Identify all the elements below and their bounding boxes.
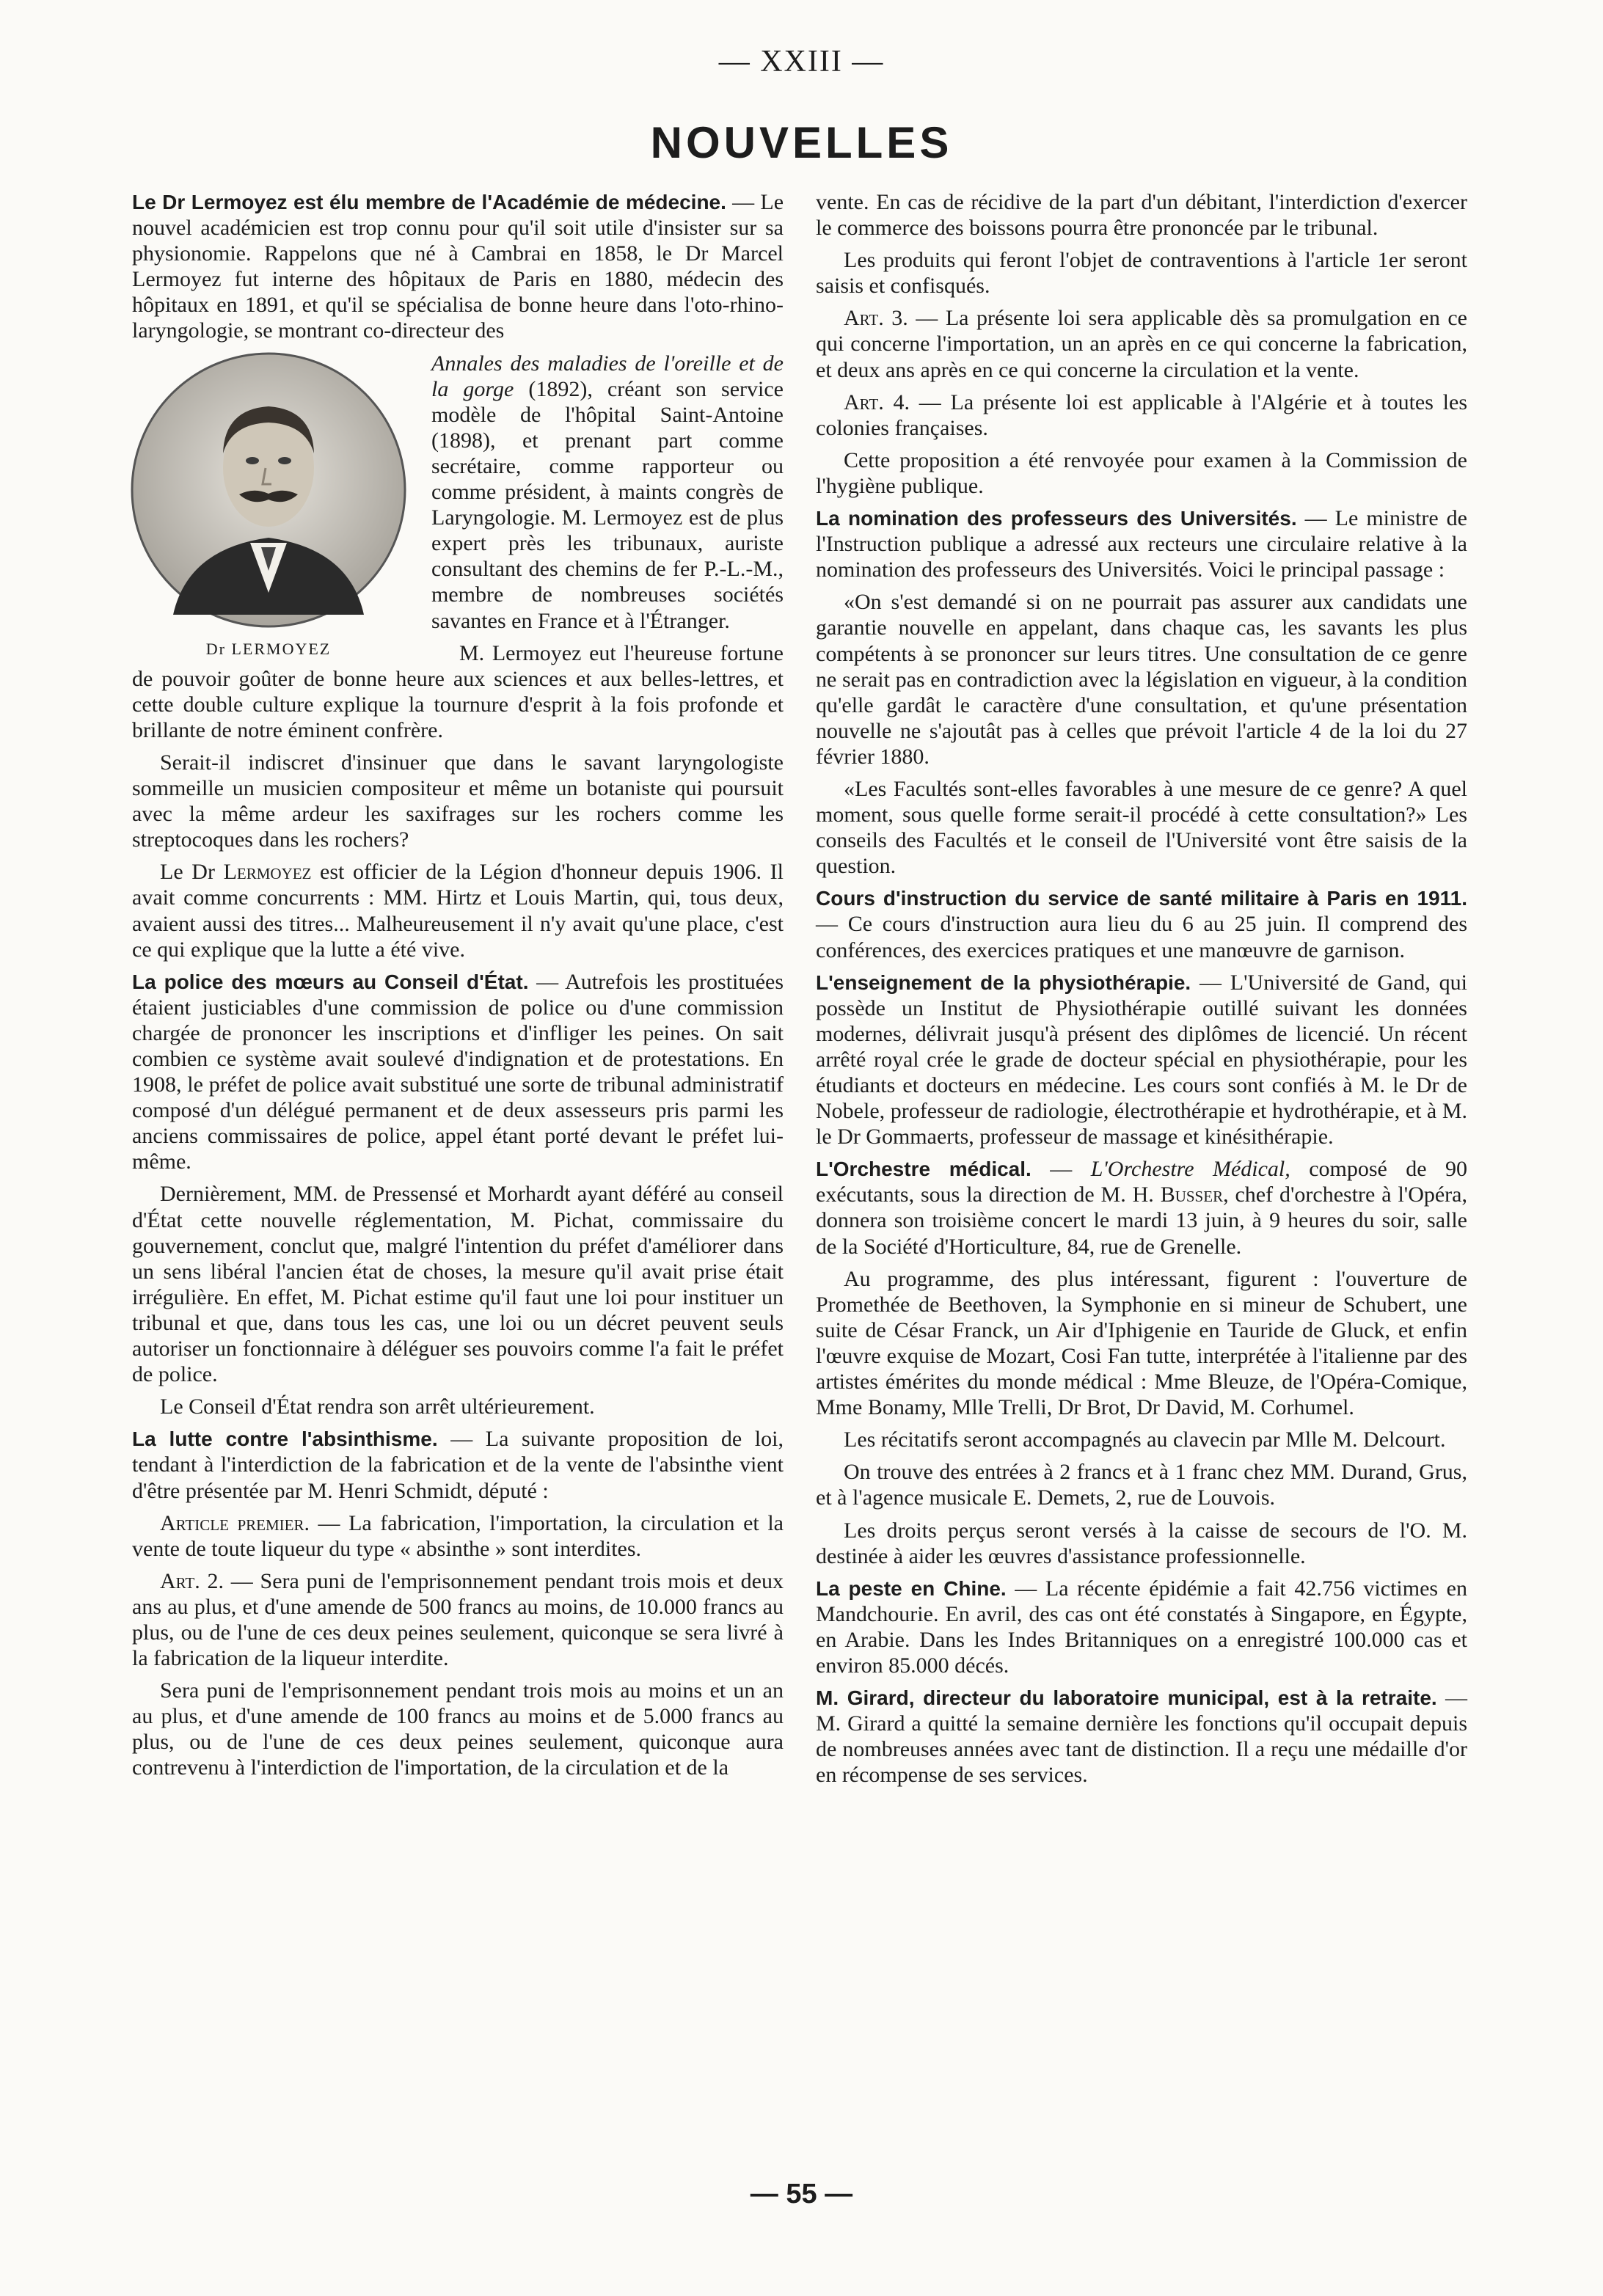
article-paragraph: «Les Facultés sont-elles favorables à une mesure de ce genre? A quel moment, sous quelle forme serait-il procédé à cette consultation?» Les conseils des Facultés et le conseil de l'Université vont être saisis de la question.: [816, 776, 1467, 879]
article-paragraph: Le Conseil d'État rendra son arrêt ultérieurement.: [160, 1394, 595, 1419]
article-paragraph: Le Dr Lermoyez est officier de la Légion d'honneur depuis 1906. Il avait comme concurrents : MM. Hirtz et Louis Martin, qui, tous deux, avaient aussi des titres... Malheureusement il n'y avait qu'une place, c'est ce qui explique que la lutte a été vive.: [132, 860, 784, 962]
article-heading: M. Girard, directeur du laboratoire municipal, est à la retraite.: [816, 1686, 1437, 1710]
article-orchestre: L'Orchestre médical. — L'Orchestre Médical, composé de 90 exécutants, sous la direction de M. H. Busser, chef d'orchestre à l'Opéra, donnera son troisième concert le mardi 13 juin, à 9 heures du soir, salle de la Société d'Horticulture, 84, rue de Grenelle.: [816, 1157, 1468, 1259]
article-peste: La peste en Chine. — La récente épidémie a fait 42.756 victimes en Mandchourie. En avril, des cas ont été constatés à Singapore, en Égypte, en Arabie. Dans les Indes Britanniques on a enregistré 100.000 cas et environ 85.000 décés.: [816, 1576, 1467, 1678]
article-physiotherapie: L'enseignement de la physiothérapie. — L'Université de Gand, qui possède un Institut de Physiothérapie outillé suivant les données modernes, délivrait jusqu'à présent des diplômes de licencié. Un récent arrêté royal crée le grade de docteur spécial en physiothérapie, pour les étudiants et docteurs en médecine. Les cours sont confiés à M. le Dr de Nobele, professeur de radiologie, électrothérapie et hydrothérapie, et à M. le Dr Gommaerts, professeur de massage et kinésithérapie.: [816, 970, 1468, 1149]
article-heading: Le Dr Lermoyez est élu membre de l'Académie de médecine.: [132, 191, 726, 213]
article-heading: La police des mœurs au Conseil d'État.: [132, 970, 529, 993]
portrait-figure: [122, 351, 415, 659]
article-heading: La nomination des professeurs des Universités.: [816, 507, 1297, 530]
article-heading: La peste en Chine.: [816, 1576, 1007, 1600]
article-heading: L'enseignement de la physiothérapie.: [816, 970, 1191, 994]
article-girard: M. Girard, directeur du laboratoire municipal, est à la retraite. — M. Girard a quitté la semaine dernière les fonctions qu'il occupait depuis de nombreuses années avec tant de distinction. Il a reçu une médaille d'or en récompense de ses services.: [816, 1686, 1467, 1788]
left-column: [132, 189, 784, 1788]
article-sante-militaire: Cours d'instruction du service de santé militaire à Paris en 1911. — Ce cours d'instruction aura lieu du 6 au 25 juin. Il comprend des conférences, des exercices pratiques et une manœuvre de garnison.: [816, 887, 1467, 962]
article-absinthisme: La lutte contre l'absinthisme. — La suivante proposition de loi, tendant à l'interdiction de la fabrication et de la vente de l'absinthe vient d'être présentée par M. Henri Schmidt, député :: [132, 1427, 784, 1503]
page-header-roman: — XXIII —: [718, 45, 885, 78]
article-heading: L'Orchestre médical.: [816, 1158, 1031, 1181]
right-column: [816, 189, 1467, 1794]
article-lermoyez-intro: Le Dr Lermoyez est élu membre de l'Académie de médecine. — Le nouvel académicien est trop connu pour qu'il soit utile d'insister sur sa physionomie. Rappelons que né à Cambrai en 1858, le Dr Marcel Lermoyez fut interne des hôpitaux de Paris en 1880, médecin des hôpitaux en 1891, et qu'il se spécialisa de bonne heure dans l'oto-rhino-laryngologie, se montrant co-directeur des: [132, 190, 784, 343]
article-paragraph: Les récitatifs seront accompagnés au clavecin par Mlle M. Delcourt.: [844, 1427, 1446, 1452]
article-paragraph: «On s'est demandé si on ne pourrait pas assurer aux candidats une garantie nouvelle en appelant, dans chaque cas, les savants les plus compétents à se prononcer sur leurs titres. Une consultation de ce genre ne serait pas en contradiction avec la législation en vigueur, à la condition qu'elle gardât le caractère d'une consultation, et qu'une présentation nouvelle ne s'ajoutât pas à celles que prévoit l'article 4 de la loi du 27 février 1880.: [816, 590, 1467, 769]
page-title: NOUVELLES: [650, 118, 953, 167]
portrait-photo: [129, 351, 408, 629]
page-number: — 55 —: [750, 2179, 853, 2209]
article-paragraph: Dernièrement, MM. de Pressensé et Morhardt ayant déféré au conseil d'État cette nouvelle réglementation, M. Pichat, commissaire du gouvernement, conclut que, malgré l'intention du préfet d'améliorer dans un sens libéral l'ancien état de choses, la mesure qu'il avait prise était irrégulière. En effet, M. Pichat estime qu'il faut une loi pour instituer un tribunal et que, dans tous les cas, une loi ou un décret peuvent seuls autoriser un fonctionnaire à déléguer ses pouvoirs comme l'a fait le préfet de police.: [132, 1182, 784, 1387]
article-paragraph: vente. En cas de récidive de la part d'un débitant, l'interdiction d'exercer le commerce des boissons pourra être prononcée par le tribunal.: [816, 190, 1467, 241]
article-professeurs: La nomination des professeurs des Universités. — Le ministre de l'Instruction publique a adressé aux recteurs une circulaire relative à la nomination des professeurs des Universités. Voici le principal passage :: [816, 506, 1467, 582]
article-paragraph: On trouve des entrées à 2 francs et à 1 franc chez MM. Durand, Grus, et à l'agence musicale E. Demets, 2, rue de Louvois.: [816, 1460, 1467, 1510]
article-paragraph: Sera puni de l'emprisonnement pendant trois mois au moins et un an au plus, et d'une amende de 100 francs au moins et de 5.000 francs au plus, ou de l'une de ces deux peines seulement, quiconque aura contrevenu à l'interdiction de l'importation, de la circulation et de la: [132, 1678, 784, 1780]
article-paragraph: Art. 3. — La présente loi sera applicable dès sa promulgation en ce qui concerne l'importation, un an après en ce qui concerne la fabrication, et deux ans après en ce qui concerne la circulation et la vente.: [816, 306, 1467, 382]
article-paragraph: Serait-il indiscret d'insinuer que dans le savant laryngologiste sommeille un musicien compositeur et même un botaniste qui poursuit avec la même ardeur les saxifrages sur les rochers comme les streptocoques dans les rochers?: [132, 750, 784, 852]
article-heading: La lutte contre l'absinthisme.: [132, 1427, 438, 1451]
article-paragraph: Les droits perçus seront versés à la caisse de secours de l'O. M. destinée à aider les œuvres d'assistance professionnelle.: [816, 1518, 1467, 1568]
article-paragraph: M. Lermoyez eut l'heureuse fortune de pouvoir goûter de bonne heure aux sciences et aux belles-lettres, et cette double culture explique la tournure d'esprit à la fois profonde et brillante de notre éminent confrère.: [132, 640, 784, 742]
article-paragraph: Au programme, des plus intéressant, figurent : l'ouverture de Promethée de Beethoven, la Symphonie en si mineur de Schubert, une suite de César Franck, un Air d'Iphigenie en Tauride de Gluck, et enfin l'œuvre exquise de Mozart, Cosi Fan tutte, interprétée à l'italienne par des artistes émérites du monde médical : Mme Bleuze, de l'Opéra-Comique, Mme Bonamy, Mlle Trelli, Dr Brot, Dr David, M. Corhumel.: [816, 1266, 1467, 1420]
article-paragraph: Les produits qui feront l'objet de contraventions à l'article 1er seront saisis et confisqués.: [816, 248, 1467, 299]
article-heading: Cours d'instruction du service de santé militaire à Paris en 1911.: [816, 887, 1467, 910]
article-paragraph: Article premier. — La fabrication, l'importation, la circulation et la vente de toute liqueur du type « absinthe » sont interdites.: [132, 1510, 784, 1561]
article-police-moeurs: La police des mœurs au Conseil d'État. — Autrefois les prostituées étaient justiciables d'une commission de police ou d'une commission chargée de prononcer les inscriptions et d'infliger les peines. On sait combien ce système avait soulevé d'indignation et de protestations. En 1908, le préfet de police avait substitué une sorte de tribunal administratif composé d'un délégué permanent et de deux assesseurs pris parmi les anciens commissaires de police, appel étant porté devant le préfet lui-même.: [132, 969, 784, 1174]
article-lermoyez-journal: Annales des maladies de l'oreille et de la gorge (1892), créant son service modèle de l'hôpital Saint-Antoine (1898), et prenant part comme secrétaire, comme rapporteur ou comme président, à maints congrès de Laryngologie. M. Lermoyez est de plus expert près les tribunaux, auriste consultant des chemins de fer P.-L.-M., membre de nombreuses sociétés savantes en France et à l'Étranger.: [431, 351, 784, 633]
article-paragraph: Cette proposition a été renvoyée pour examen à la Commission de l'hygiène publique.: [816, 447, 1467, 498]
article-paragraph: Art. 2. — Sera puni de l'emprisonnement pendant trois mois et deux ans au plus, et d'une amende de 500 francs au moins, de 10.000 francs au plus, ou de l'une de ces deux peines seulement, quiconque se sera livré à la fabrication de la liqueur interdite.: [132, 1568, 784, 1671]
portrait-caption: Dr LERMOYEZ: [205, 639, 332, 658]
article-paragraph: Art. 4. — La présente loi est applicable à l'Algérie et à toutes les colonies françaises.: [816, 390, 1468, 440]
